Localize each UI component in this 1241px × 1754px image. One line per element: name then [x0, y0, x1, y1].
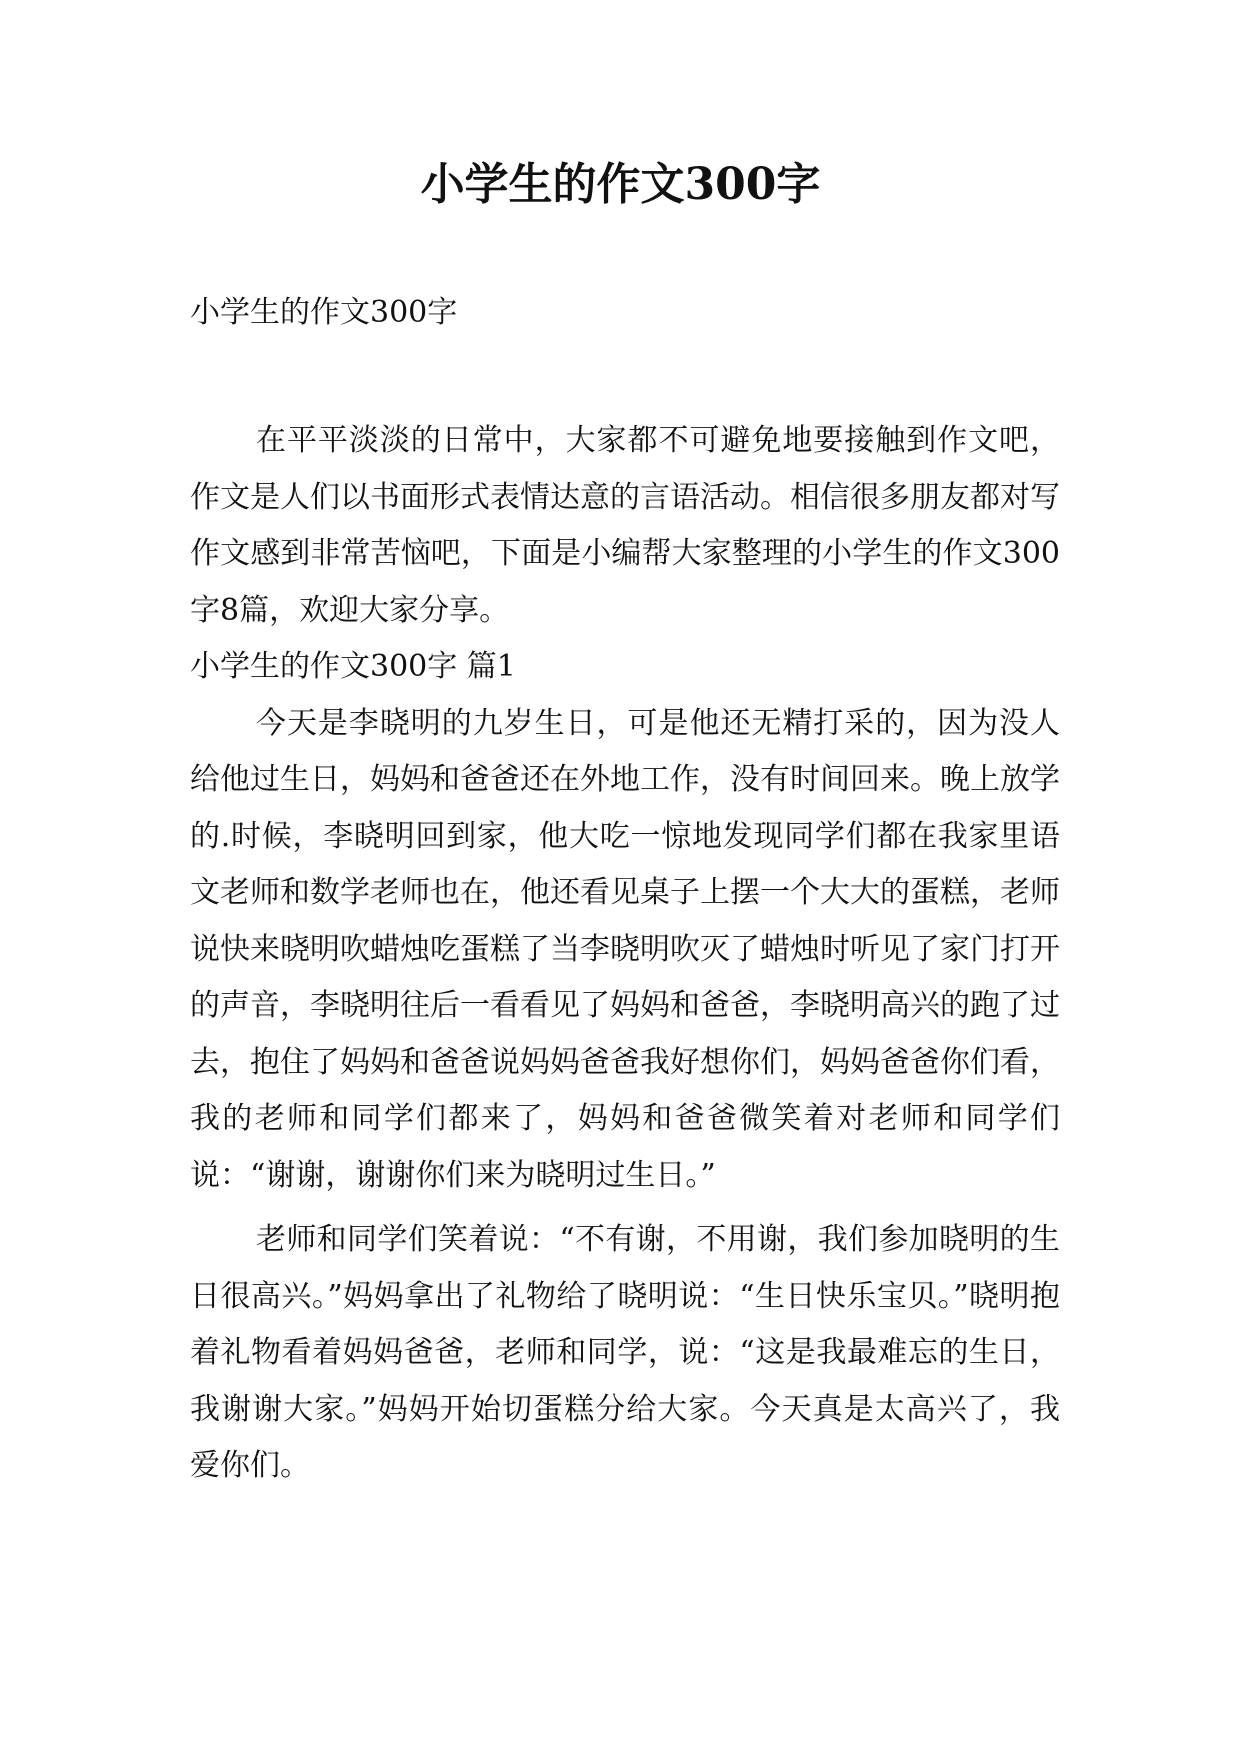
- section-heading: 小学生的作文300字 篇1: [190, 649, 516, 684]
- body-paragraph: 今天是李晓明的九岁生日，可是他还无精打采的，因为没人给他过生日，妈妈和爸爸还在外地工作，没有时间回来。晚上放学的.时候，李晓明回到家，他大吃一惊地发现同学们都在我家里语文老师和数学老师也在，他还看见桌子上摆一个大大的蛋糕，老师说快来晓明吹蜡烛吃蛋糕了当李晓明吹灭了蜡烛时听见了家门打开的声音，李晓明往后一看看见了妈妈和爸爸，李晓明高兴的跑了过去，抱住了妈妈和爸爸说妈妈爸爸我好想你们，妈妈爸爸你们看，我的老师和同学们都来了，妈妈和爸爸微笑着对老师和同学们说：“谢谢，谢谢你们来为晓明过生日。”: [190, 705, 1060, 1193]
- document-title: 小学生的作文300字: [420, 159, 821, 210]
- body-paragraph: 老师和同学们笑着说：“不有谢，不用谢，我们参加晓明的生日很高兴。”妈妈拿出了礼物给了晓明说：“生日快乐宝贝。”晓明抱着礼物看着妈妈爸爸，老师和同学，说：“这是我最难忘的生日，我谢谢大家。”妈妈开始切蛋糕分给大家。今天真是太高兴了，我爱你们。: [190, 1222, 1060, 1483]
- intro-paragraph: 在平平淡淡的日常中，大家都不可避免地要接触到作文吧，作文是人们以书面形式表情达意的言语活动。相信很多朋友都对写作文感到非常苦恼吧，下面是小编帮大家整理的小学生的作文300字8篇，欢迎大家分享。: [190, 423, 1060, 628]
- document-body: [190, 285, 1060, 1495]
- document-subtitle: 小学生的作文300字: [190, 295, 458, 330]
